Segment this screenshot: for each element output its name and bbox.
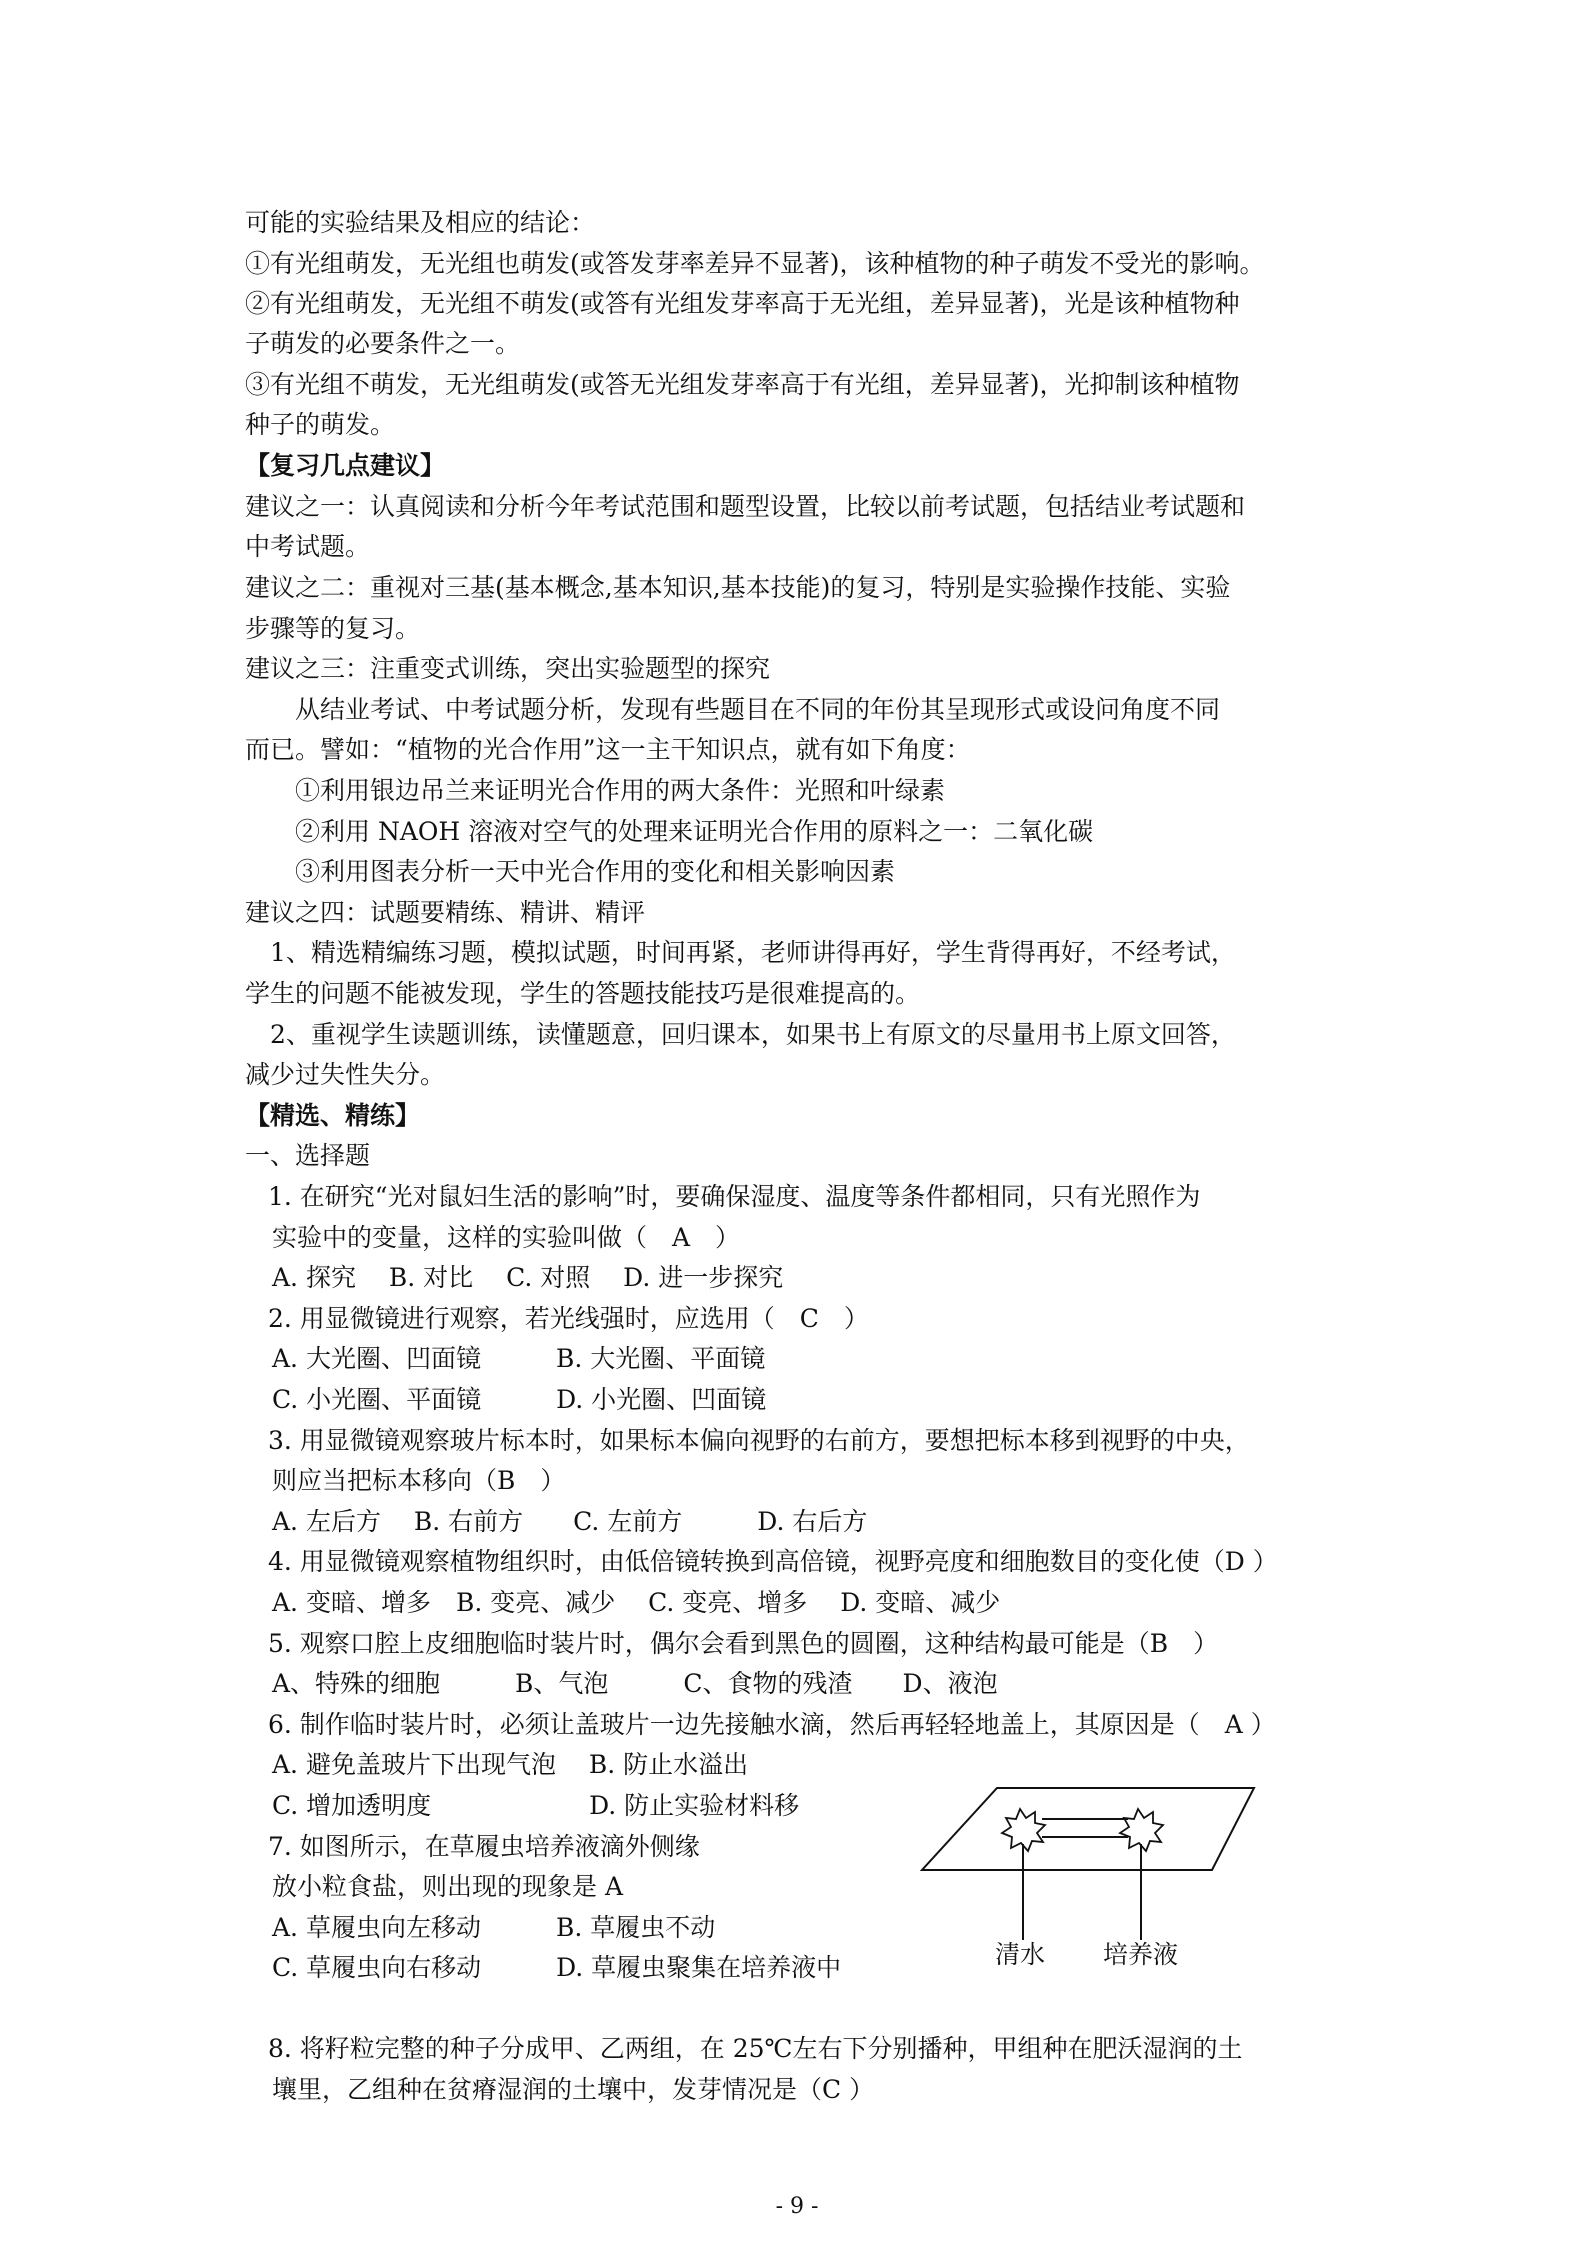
text-line: 可能的实验结果及相应的结论： — [245, 208, 596, 237]
question: 5. 观察口腔上皮细胞临时装片时，偶尔会看到黑色的圆圈，这种结构最可能是（B ） — [268, 1629, 1219, 1658]
text-line: 2、重视学生读题训练，读懂题意，回归课本，如果书上有原文的尽量用书上原文回答， — [270, 1020, 1236, 1049]
text-line: ①有光组萌发，无光组也萌发(或答发芽率差异不显著)，该种植物的种子萌发不受光的影响。 — [245, 249, 1265, 278]
text-line: 从结业考试、中考试题分析，发现有些题目在不同的年份其呈现形式或设问角度不同 — [295, 695, 1221, 724]
answer-options: A. 大光圈、凹面镜 B. 大光圈、平面镜 — [272, 1344, 766, 1373]
section-heading: 【精选、精练】 — [245, 1101, 421, 1130]
text-line: 1、精选精编练习题，模拟试题，时间再紧，老师讲得再好，学生背得再好，不经考试， — [270, 938, 1236, 967]
slide-diagram — [912, 1768, 1362, 1968]
question: 实验中的变量，这样的实验叫做（ A ） — [272, 1223, 741, 1252]
culture-label: 培养液 — [1103, 1940, 1179, 1969]
text-line: 子萌发的必要条件之一。 — [245, 329, 521, 358]
answer-options: C. 小光圈、平面镜 D. 小光圈、凹面镜 — [272, 1385, 767, 1414]
text-line: 一、选择题 — [245, 1141, 371, 1170]
text-line: ②有光组萌发，无光组不萌发(或答有光组发芽率高于无光组，差异显著)，光是该种植物种 — [245, 289, 1240, 318]
question: 7. 如图所示，在草履虫培养液滴外侧缘 — [268, 1832, 700, 1861]
text-line: 建议之三：注重变式训练，突出实验题型的探究 — [245, 654, 771, 683]
list-item: ①利用银边吊兰来证明光合作用的两大条件：光照和叶绿素 — [295, 776, 946, 805]
text-line: 建议之二：重视对三基(基本概念,基本知识,基本技能)的复习，特别是实验操作技能、实验 — [245, 573, 1231, 602]
list-item: ②利用 NAOH 溶液对空气的处理来证明光合作用的原料之一：二氧化碳 — [295, 817, 1094, 846]
question: 4. 用显微镜观察植物组织时，由低倍镜转换到高倍镜，视野亮度和细胞数目的变化使（D ） — [268, 1547, 1278, 1576]
text-line: 种子的萌发。 — [245, 410, 396, 439]
question: 2. 用显微镜进行观察，若光线强时，应选用（ C ） — [268, 1304, 869, 1333]
answer-options: A. 草履虫向左移动 B. 草履虫不动 — [272, 1913, 716, 1942]
answer-options: A、特殊的细胞 B、气泡 C、食物的残渣 D、液泡 — [272, 1669, 998, 1698]
question: 则应当把标本移向（B ） — [272, 1466, 566, 1495]
paramecium-figure — [912, 1768, 1362, 1968]
question: 壤里，乙组种在贫瘠湿润的土壤中，发芽情况是（C ） — [272, 2075, 875, 2104]
answer-options: A. 左后方 B. 右前方 C. 左前方 D. 右后方 — [272, 1507, 868, 1536]
page-number: - 9 - — [775, 2194, 819, 2219]
text-line: 而已。譬如：“植物的光合作用”这一主干知识点，就有如下角度： — [245, 735, 971, 764]
text-line: 建议之四：试题要精练、精讲、精评 — [245, 898, 646, 927]
answer-options: A. 变暗、增多 B. 变亮、减少 C. 变亮、增多 D. 变暗、减少 — [272, 1588, 1001, 1617]
water-label: 清水 — [995, 1940, 1046, 1969]
text-line: 建议之一：认真阅读和分析今年考试范围和题型设置，比较以前考试题，包括结业考试题和 — [245, 492, 1246, 521]
answer-options: C. 增加透明度 D. 防止实验材料移 — [272, 1791, 800, 1820]
question: 放小粒食盐，则出现的现象是 A — [272, 1872, 624, 1901]
text-line: 减少过失性失分。 — [245, 1060, 446, 1089]
list-item: ③利用图表分析一天中光合作用的变化和相关影响因素 — [295, 857, 896, 886]
text-line: 中考试题。 — [245, 532, 371, 561]
glass-slide-outline — [922, 1788, 1254, 1870]
answer-options: C. 草履虫向右移动 D. 草履虫聚集在培养液中 — [272, 1953, 842, 1982]
text-line: ③有光组不萌发，无光组萌发(或答无光组发芽率高于有光组，差异显著)，光抑制该种植物 — [245, 370, 1240, 399]
question: 3. 用显微镜观察玻片标本时，如果标本偏向视野的右前方，要想把标本移到视野的中央， — [268, 1426, 1250, 1455]
text-line: 步骤等的复习。 — [245, 614, 421, 643]
answer-options: A. 探究 B. 对比 C. 对照 D. 进一步探究 — [272, 1263, 784, 1292]
text-line: 学生的问题不能被发现，学生的答题技能技巧是很难提高的。 — [245, 979, 921, 1008]
section-heading: 【复习几点建议】 — [245, 451, 446, 480]
answer-options: A. 避免盖玻片下出现气泡 B. 防止水溢出 — [272, 1750, 749, 1779]
question: 6. 制作临时装片时，必须让盖玻片一边先接触水滴，然后再轻轻地盖上，其原因是（ A ） — [268, 1710, 1276, 1739]
question: 1. 在研究“光对鼠妇生活的影响”时，要确保湿度、温度等条件都相同，只有光照作为 — [268, 1182, 1201, 1211]
question: 8. 将籽粒完整的种子分成甲、乙两组，在 25℃左右下分别播种，甲组种在肥沃湿润的土 — [268, 2034, 1243, 2063]
